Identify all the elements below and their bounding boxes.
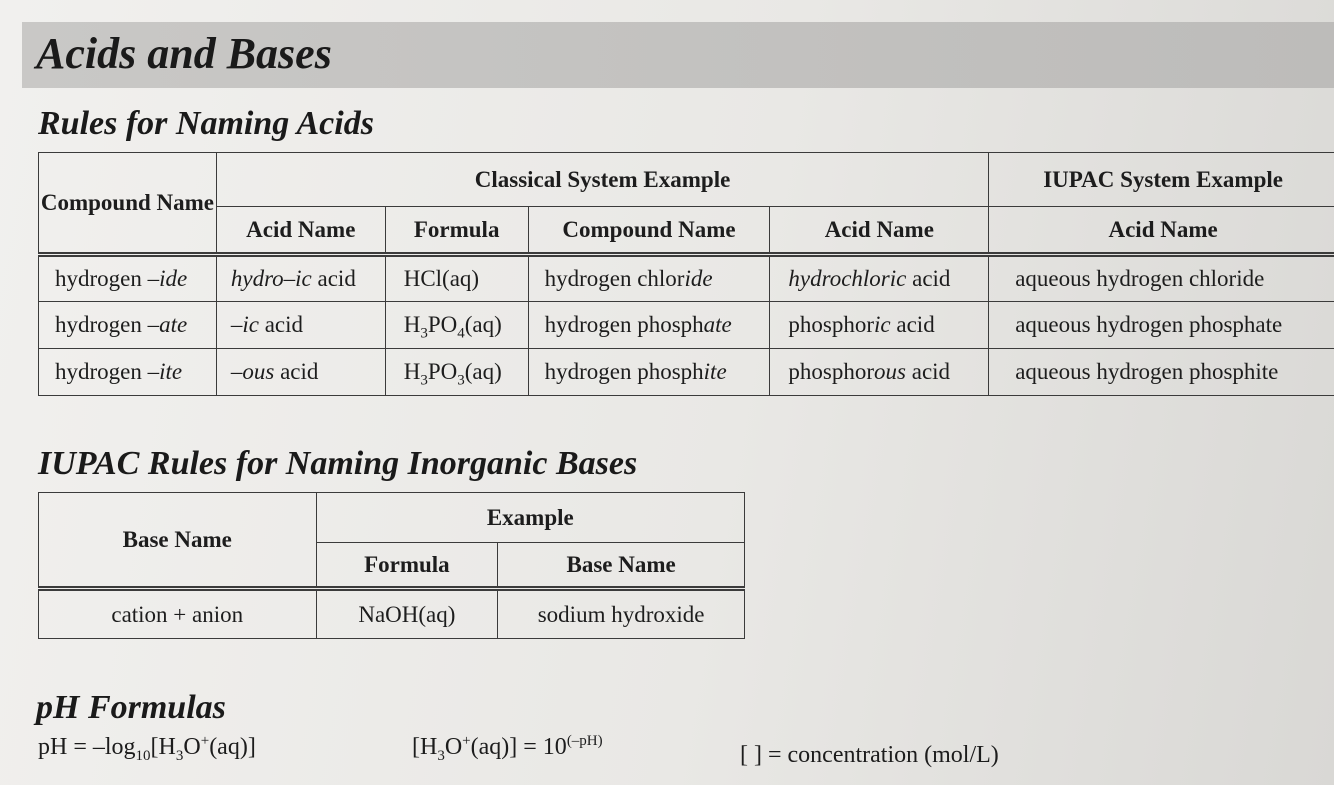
- example-acid-cell: hydrochloric acid: [770, 255, 989, 302]
- table-row: [39, 302, 1334, 349]
- base-naming-table: [38, 492, 745, 639]
- example-base-name-cell: sodium hydroxide: [498, 589, 745, 639]
- header-base-name: Base Name: [39, 493, 317, 589]
- header-classical-compound-name: Compound Name: [528, 207, 770, 255]
- header-classical-acid-name: Acid Name: [770, 207, 989, 255]
- formula-cell: HCl(aq): [385, 255, 528, 302]
- header-iupac-acid-name: Acid Name: [989, 207, 1334, 255]
- title-banner: [22, 22, 1334, 88]
- example-compound-cell: hydrogen chloride: [528, 255, 770, 302]
- acids-section-title: Rules for Naming Acids: [38, 105, 374, 142]
- iupac-name-cell: aqueous hydrogen phosphate: [989, 302, 1334, 349]
- compound-name-cell: hydrogen –ite: [39, 349, 217, 396]
- ph-formula: pH = $-\log_{10}[H_3O^+(aq)]$: [38, 733, 256, 764]
- compound-name-cell: hydrogen –ide: [39, 255, 217, 302]
- header-formula: Formula: [385, 207, 528, 255]
- header-classical-system: Classical System Example: [216, 153, 988, 207]
- base-name-cell: cation + anion: [39, 589, 317, 639]
- header-compound-name: Compound Name: [39, 153, 217, 255]
- table-row: [39, 589, 745, 639]
- table-row: [39, 349, 1334, 396]
- acid-naming-table: [38, 152, 1334, 396]
- concentration-note: [ ] = concentration (mol/L): [740, 742, 999, 768]
- ph-section-title: pH Formulas: [36, 689, 226, 726]
- iupac-name-cell: aqueous hydrogen chloride: [989, 255, 1334, 302]
- formula-cell: $H_3PO_4(aq)$: [385, 302, 528, 349]
- example-acid-cell: phosphoric acid: [770, 302, 989, 349]
- formula-cell: $H_3PO_3(aq)$: [385, 349, 528, 396]
- example-compound-cell: hydrogen phosphate: [528, 302, 770, 349]
- formula-cell: NaOH(aq): [316, 589, 498, 639]
- example-acid-cell: phosphorous acid: [770, 349, 989, 396]
- compound-name-cell: hydrogen –ate: [39, 302, 217, 349]
- header-example: Example: [316, 493, 744, 543]
- header-acid-name: Acid Name: [216, 207, 385, 255]
- example-compound-cell: hydrogen phosphite: [528, 349, 770, 396]
- hydronium-formula: $[H_3O^+(aq)] = 10^{(-pH)}$: [412, 733, 603, 764]
- acid-name-cell: –ous acid: [216, 349, 385, 396]
- header-formula: Formula: [316, 543, 498, 589]
- acid-name-cell: –ic acid: [216, 302, 385, 349]
- acid-name-cell: hydro–ic acid: [216, 255, 385, 302]
- table-row: [39, 255, 1334, 302]
- bases-section-title: IUPAC Rules for Naming Inorganic Bases: [38, 445, 638, 482]
- header-example-base-name: Base Name: [498, 543, 745, 589]
- header-iupac-system: IUPAC System Example: [989, 153, 1334, 207]
- iupac-name-cell: aqueous hydrogen phosphite: [989, 349, 1334, 396]
- page-title: Acids and Bases: [36, 29, 332, 78]
